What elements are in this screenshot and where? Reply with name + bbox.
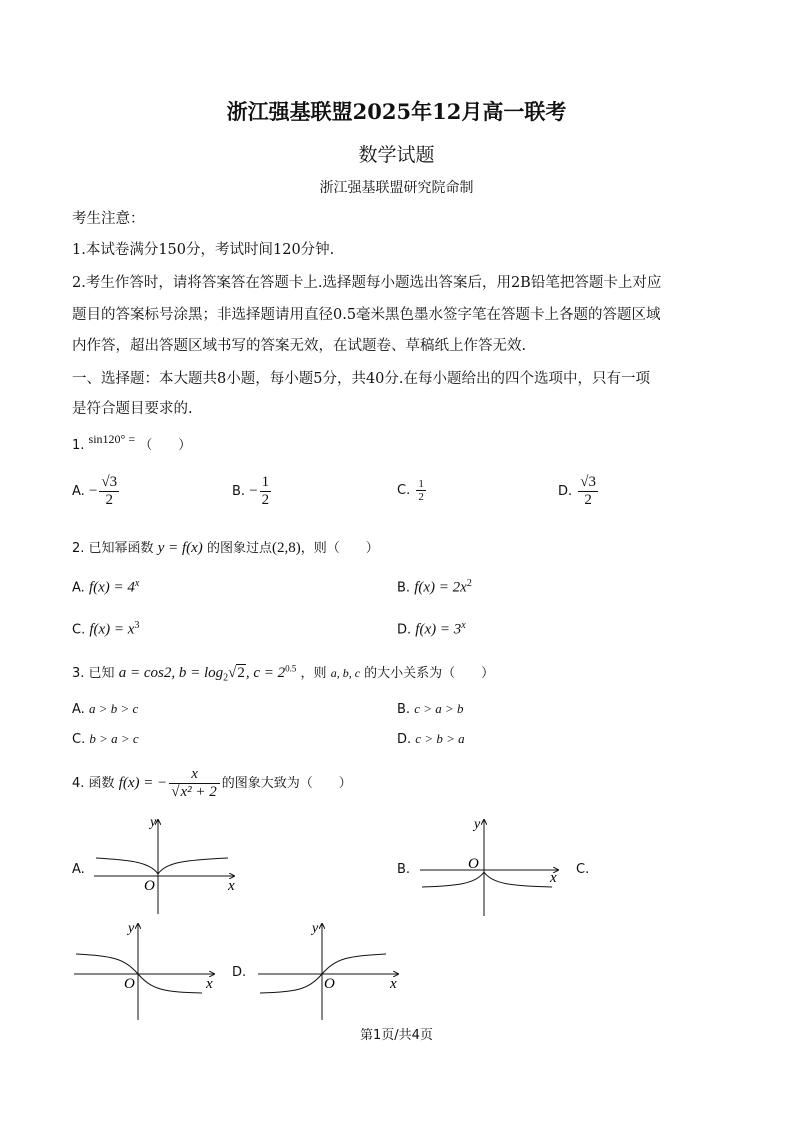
- option-label: A.: [72, 580, 85, 596]
- option-label: D.: [397, 732, 412, 747]
- section-1-line-1: 一、选择题：本大题共8小题，每小题5分，共40分.在每小题给出的四个选项中，只有一项: [72, 371, 651, 387]
- question-text: 的图象过点: [206, 541, 272, 556]
- option-label: D.: [397, 622, 412, 638]
- question-text: ，则: [300, 666, 327, 681]
- q1-option-d[interactable]: [558, 474, 600, 509]
- origin-label: O: [324, 976, 335, 992]
- math-expr: f(x) = 2x: [414, 579, 467, 596]
- q3-option-a[interactable]: [72, 701, 138, 717]
- math-expr: a, b, c: [330, 666, 361, 680]
- math-expr: f(x) = 3: [415, 621, 462, 638]
- superscript: 3: [134, 620, 140, 631]
- q4-option-b-label[interactable]: B.: [397, 862, 411, 877]
- axis-label-y: y: [128, 921, 135, 936]
- question-text: 已知: [88, 666, 115, 681]
- fraction: [99, 474, 119, 509]
- organization: 浙江强基联盟研究院命制: [319, 180, 474, 196]
- question-number: 4.: [72, 776, 85, 791]
- origin-label: O: [144, 878, 155, 894]
- curve: [96, 858, 228, 874]
- axis-label-y: y: [150, 815, 157, 830]
- question-4: [72, 766, 352, 801]
- numerator: √3: [580, 474, 597, 490]
- q3-option-b[interactable]: [397, 701, 464, 717]
- fraction: [169, 766, 220, 801]
- q4-option-c-label[interactable]: C.: [576, 862, 590, 877]
- question-2: [72, 537, 379, 557]
- math-expr: , c = 2: [245, 665, 286, 681]
- minus-sign: −: [249, 483, 258, 499]
- answer-blank: （ ）: [139, 438, 192, 453]
- q1-option-a[interactable]: [72, 474, 121, 509]
- denominator: 2: [261, 492, 270, 508]
- notice-item-2-line-1: 2.考生作答时，请将答案答在答题卡上.选择题每小题选出答案后，用2B铅笔把答题卡上对应: [72, 275, 662, 291]
- numerator: √3: [101, 474, 118, 490]
- math-expr: a > b > c: [88, 701, 139, 716]
- q4-graph-a[interactable]: [90, 814, 240, 916]
- page-footer: 第1页/共4页: [360, 1028, 433, 1043]
- q3-option-c[interactable]: [72, 731, 139, 747]
- q4-graph-d[interactable]: [256, 918, 406, 1022]
- option-label: A.: [72, 484, 85, 499]
- fraction: [578, 474, 598, 509]
- q1-option-c[interactable]: [397, 478, 428, 503]
- option-label: C.: [397, 483, 411, 498]
- math-expr: y = f(x): [157, 540, 203, 556]
- math-expr: f(x) = x: [89, 621, 135, 638]
- option-label: B.: [397, 702, 411, 717]
- denominator: 2: [584, 492, 592, 508]
- numerator: 1: [261, 474, 270, 490]
- math-expr: c > a > b: [414, 701, 464, 716]
- q2-option-a[interactable]: [72, 578, 139, 596]
- section-1-line-2: 是符合题目要求的.: [72, 401, 193, 417]
- subject-title: 数学试题: [358, 144, 435, 166]
- fraction: [416, 478, 426, 503]
- superscript: 2: [466, 578, 472, 589]
- radicand: 2: [237, 665, 245, 681]
- question-text: 的大小关系为（ ）: [364, 666, 495, 681]
- notice-item-1: 1.本试卷满分150分，考试时间120分钟.: [72, 242, 335, 258]
- q2-option-c[interactable]: [72, 620, 139, 638]
- question-number: 1.: [72, 438, 85, 453]
- denominator: 2: [105, 492, 114, 508]
- numerator: x: [169, 766, 220, 784]
- axis-label-x: x: [228, 878, 235, 894]
- axis-label-y: y: [474, 817, 481, 832]
- question-text: 已知幂函数: [88, 541, 154, 556]
- question-text: 函数: [88, 776, 115, 791]
- page-title: 浙江强基联盟2025年12月高一联考: [226, 99, 567, 124]
- superscript: x: [461, 620, 466, 631]
- math-expr: √2: [228, 665, 245, 681]
- denominator: √x² + 2: [171, 784, 217, 800]
- question-text: 的图象大致为（ ）: [221, 776, 352, 791]
- option-label: B.: [397, 580, 411, 596]
- superscript: x: [134, 578, 140, 589]
- superscript: 0.5: [285, 663, 297, 674]
- math-expr: b > a > c: [89, 731, 139, 746]
- q4-graph-c[interactable]: [72, 918, 222, 1022]
- q4-option-d-label[interactable]: D.: [232, 965, 247, 980]
- notice-item-2-line-3: 内作答，超出答题区域书写的答案无效，在试题卷、草稿纸上作答无效.: [72, 338, 527, 354]
- option-label: C.: [72, 732, 86, 747]
- question-1-expr: sin120° =: [88, 432, 136, 446]
- origin-label: O: [124, 976, 135, 992]
- axis-label-x: x: [390, 976, 397, 992]
- question-1: [72, 432, 191, 453]
- math-expr: f(x) = 4: [88, 579, 135, 596]
- option-label: B.: [232, 484, 246, 499]
- q1-option-b[interactable]: [232, 474, 273, 509]
- question-number: 3.: [72, 666, 85, 681]
- axis-label-x: x: [550, 870, 557, 886]
- curve: [422, 872, 552, 887]
- q4-option-a-label[interactable]: A.: [72, 862, 85, 877]
- math-expr: c > b > a: [415, 731, 465, 746]
- question-3: [72, 662, 494, 684]
- math-expr: a = cos2, b = log: [118, 665, 224, 681]
- math-expr: f(x) = −: [118, 775, 168, 791]
- option-label: C.: [72, 622, 86, 638]
- minus-sign: −: [88, 483, 98, 499]
- q3-option-d[interactable]: [397, 731, 465, 747]
- axis-label-y: y: [312, 921, 319, 936]
- notice-item-2-line-2: 题目的答案标号涂黑；非选择题请用直径0.5毫米黑色墨水签字笔在答题卡上各题的答题区域: [72, 307, 661, 323]
- q4-graph-b[interactable]: [416, 814, 566, 918]
- denominator: 2: [418, 491, 424, 503]
- question-number: 2.: [72, 541, 85, 556]
- q2-option-b[interactable]: [397, 578, 472, 596]
- option-label: A.: [72, 702, 85, 717]
- math-expr: (2,8): [271, 540, 301, 556]
- subscript: 2: [223, 672, 229, 684]
- numerator: 1: [418, 478, 424, 490]
- fraction: [260, 474, 272, 509]
- question-text: ，则（ ）: [300, 541, 379, 556]
- q2-option-d[interactable]: [397, 620, 466, 638]
- notice-heading: 考生注意：: [72, 211, 145, 227]
- radicand: x² + 2: [180, 784, 217, 800]
- option-label: D.: [558, 484, 573, 499]
- origin-label: O: [468, 856, 479, 872]
- axis-label-x: x: [206, 976, 213, 992]
